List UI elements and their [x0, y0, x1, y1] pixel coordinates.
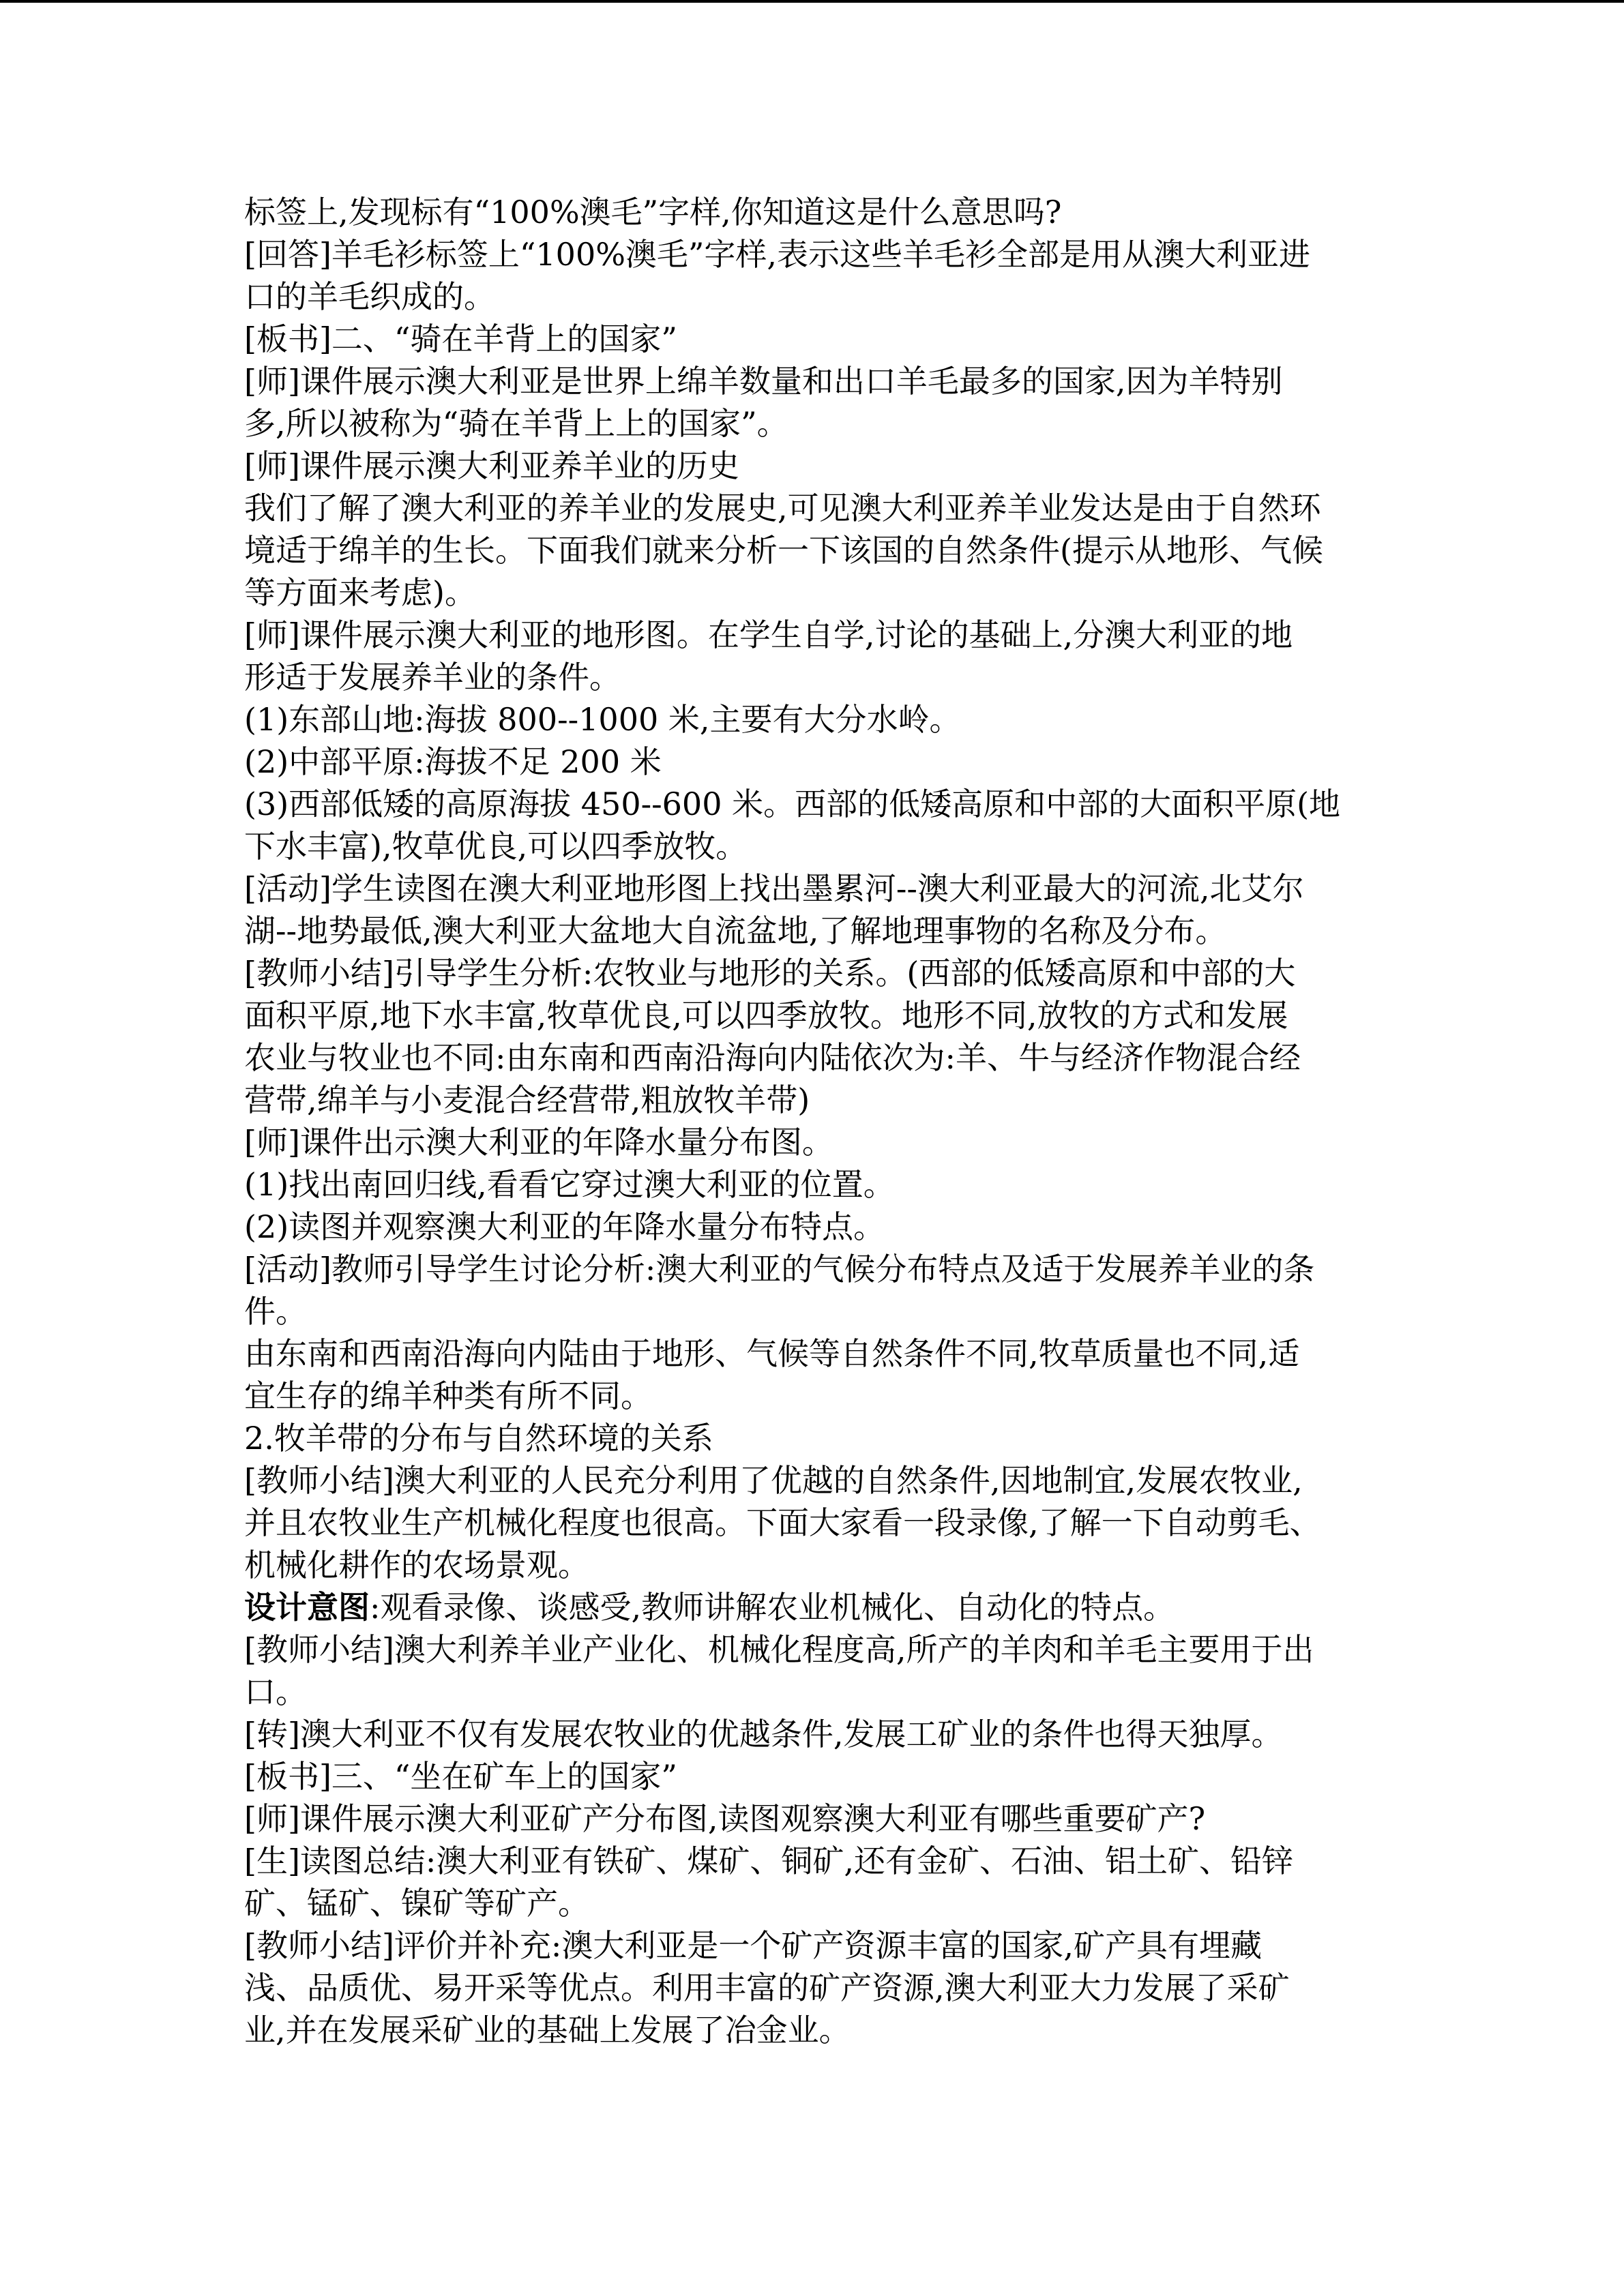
text-line: 标签上,发现标有“100%澳毛”字样,你知道这是什么意思吗?: [244, 194, 1062, 230]
text-line: [教师小结]评价并补充:澳大利亚是一个矿产资源丰富的国家,矿产具有埋藏: [244, 1927, 1263, 1964]
text-line: [教师小结]澳大利养羊业产业化、机械化程度高,所产的羊肉和羊毛主要用于出: [244, 1631, 1314, 1668]
text-line: 浅、品质优、易开采等优点。利用丰富的矿产资源,澳大利亚大力发展了采矿: [244, 1969, 1290, 2006]
text-line: 口。: [244, 1673, 307, 1710]
text-line: 等方面来考虑)。: [244, 574, 476, 611]
text-line: 营带,绵羊与小麦混合经营带,粗放牧羊带): [244, 1082, 810, 1118]
text-line: 农业与牧业也不同:由东南和西南沿海向内陆依次为:羊、牛与经济作物混合经: [244, 1039, 1301, 1076]
text-line: 面积平原,地下水丰富,牧草优良,可以四季放牧。地形不同,放牧的方式和发展: [244, 997, 1288, 1034]
text-line: 口的羊毛织成的。: [244, 278, 495, 315]
text-line: (3)西部低矮的高原海拔 450--600 米。西部的低矮高原和中部的大面积平原(地: [244, 786, 1341, 822]
text-line: (1)找出南回归线,看看它穿过澳大利亚的位置。: [244, 1166, 895, 1203]
design-intent-label: 设计意图: [244, 1589, 370, 1626]
text-line: [师]课件出示澳大利亚的年降水量分布图。: [244, 1124, 833, 1161]
text-line: [师]课件展示澳大利亚的地形图。在学生自学,讨论的基础上,分澳大利亚的地: [244, 616, 1293, 653]
text-line: [板书]三、“坐在矿车上的国家”: [244, 1758, 677, 1795]
top-border-rule: [0, 0, 1624, 3]
text-line: [活动]学生读图在澳大利亚地形图上找出墨累河--澳大利亚最大的河流,北艾尔: [244, 870, 1304, 907]
text-line: 多,所以被称为“骑在羊背上上的国家”。: [244, 405, 788, 442]
text-line: [板书]二、“骑在羊背上的国家”: [244, 320, 677, 357]
design-intent-text: :观看录像、谈感受,教师讲解农业机械化、自动化的特点。: [370, 1589, 1175, 1626]
text-line: 我们了解了澳大利亚的养羊业的发展史,可见澳大利亚养羊业发达是由于自然环: [244, 490, 1321, 526]
text-line: 矿、锰矿、镍矿等矿产。: [244, 1885, 589, 1922]
text-line: (2)读图并观察澳大利亚的年降水量分布特点。: [244, 1208, 885, 1245]
text-line: 机械化耕作的农场景观。: [244, 1547, 589, 1583]
text-line: [师]课件展示澳大利亚是世界上绵羊数量和出口羊毛最多的国家,因为羊特别: [244, 363, 1283, 400]
text-line: [教师小结]引导学生分析:农牧业与地形的关系。(西部的低矮高原和中部的大: [244, 955, 1296, 992]
design-intent-line: [244, 1586, 1376, 1628]
text-line: [师]课件展示澳大利亚养羊业的历史: [244, 447, 739, 484]
text-line: 境适于绵羊的生长。下面我们就来分析一下该国的自然条件(提示从地形、气候: [244, 532, 1323, 569]
text-line: 并且农牧业生产机械化程度也很高。下面大家看一段录像,了解一下自动剪毛、: [244, 1504, 1321, 1541]
text-line: 宜生存的绵羊种类有所不同。: [244, 1377, 652, 1414]
text-line: 2.牧羊带的分布与自然环境的关系: [244, 1420, 713, 1457]
text-line: [生]读图总结:澳大利亚有铁矿、煤矿、铜矿,还有金矿、石油、铝土矿、铅锌: [244, 1843, 1294, 1879]
text-line: 形适于发展养羊业的条件。: [244, 659, 621, 696]
text-line: 件。: [244, 1293, 307, 1330]
document-body: [244, 191, 1376, 2051]
text-line: (2)中部平原:海拔不足 200 米: [244, 743, 662, 780]
text-line: [转]澳大利亚不仅有发展农牧业的优越条件,发展工矿业的条件也得天独厚。: [244, 1716, 1283, 1753]
text-line: 湖--地势最低,澳大利亚大盆地大自流盆地,了解地理事物的名称及分布。: [244, 912, 1227, 949]
text-line: [教师小结]澳大利亚的人民充分利用了优越的自然条件,因地制宜,发展农牧业,: [244, 1462, 1303, 1499]
text-line: [活动]教师引导学生讨论分析:澳大利亚的气候分布特点及适于发展养羊业的条: [244, 1251, 1315, 1287]
text-line: [回答]羊毛衫标签上“100%澳毛”字样,表示这些羊毛衫全部是用从澳大利亚进: [244, 236, 1311, 273]
text-line: 业,并在发展采矿业的基础上发展了冶金业。: [244, 2012, 851, 2048]
text-line: 由东南和西南沿海向内陆由于地形、气候等自然条件不同,牧草质量也不同,适: [244, 1335, 1300, 1372]
text-line: [师]课件展示澳大利亚矿产分布图,读图观察澳大利亚有哪些重要矿产?: [244, 1800, 1206, 1837]
text-line: (1)东部山地:海拔 800--1000 米,主要有大分水岭。: [244, 701, 961, 738]
text-line: 下水丰富),牧草优良,可以四季放牧。: [244, 828, 748, 865]
